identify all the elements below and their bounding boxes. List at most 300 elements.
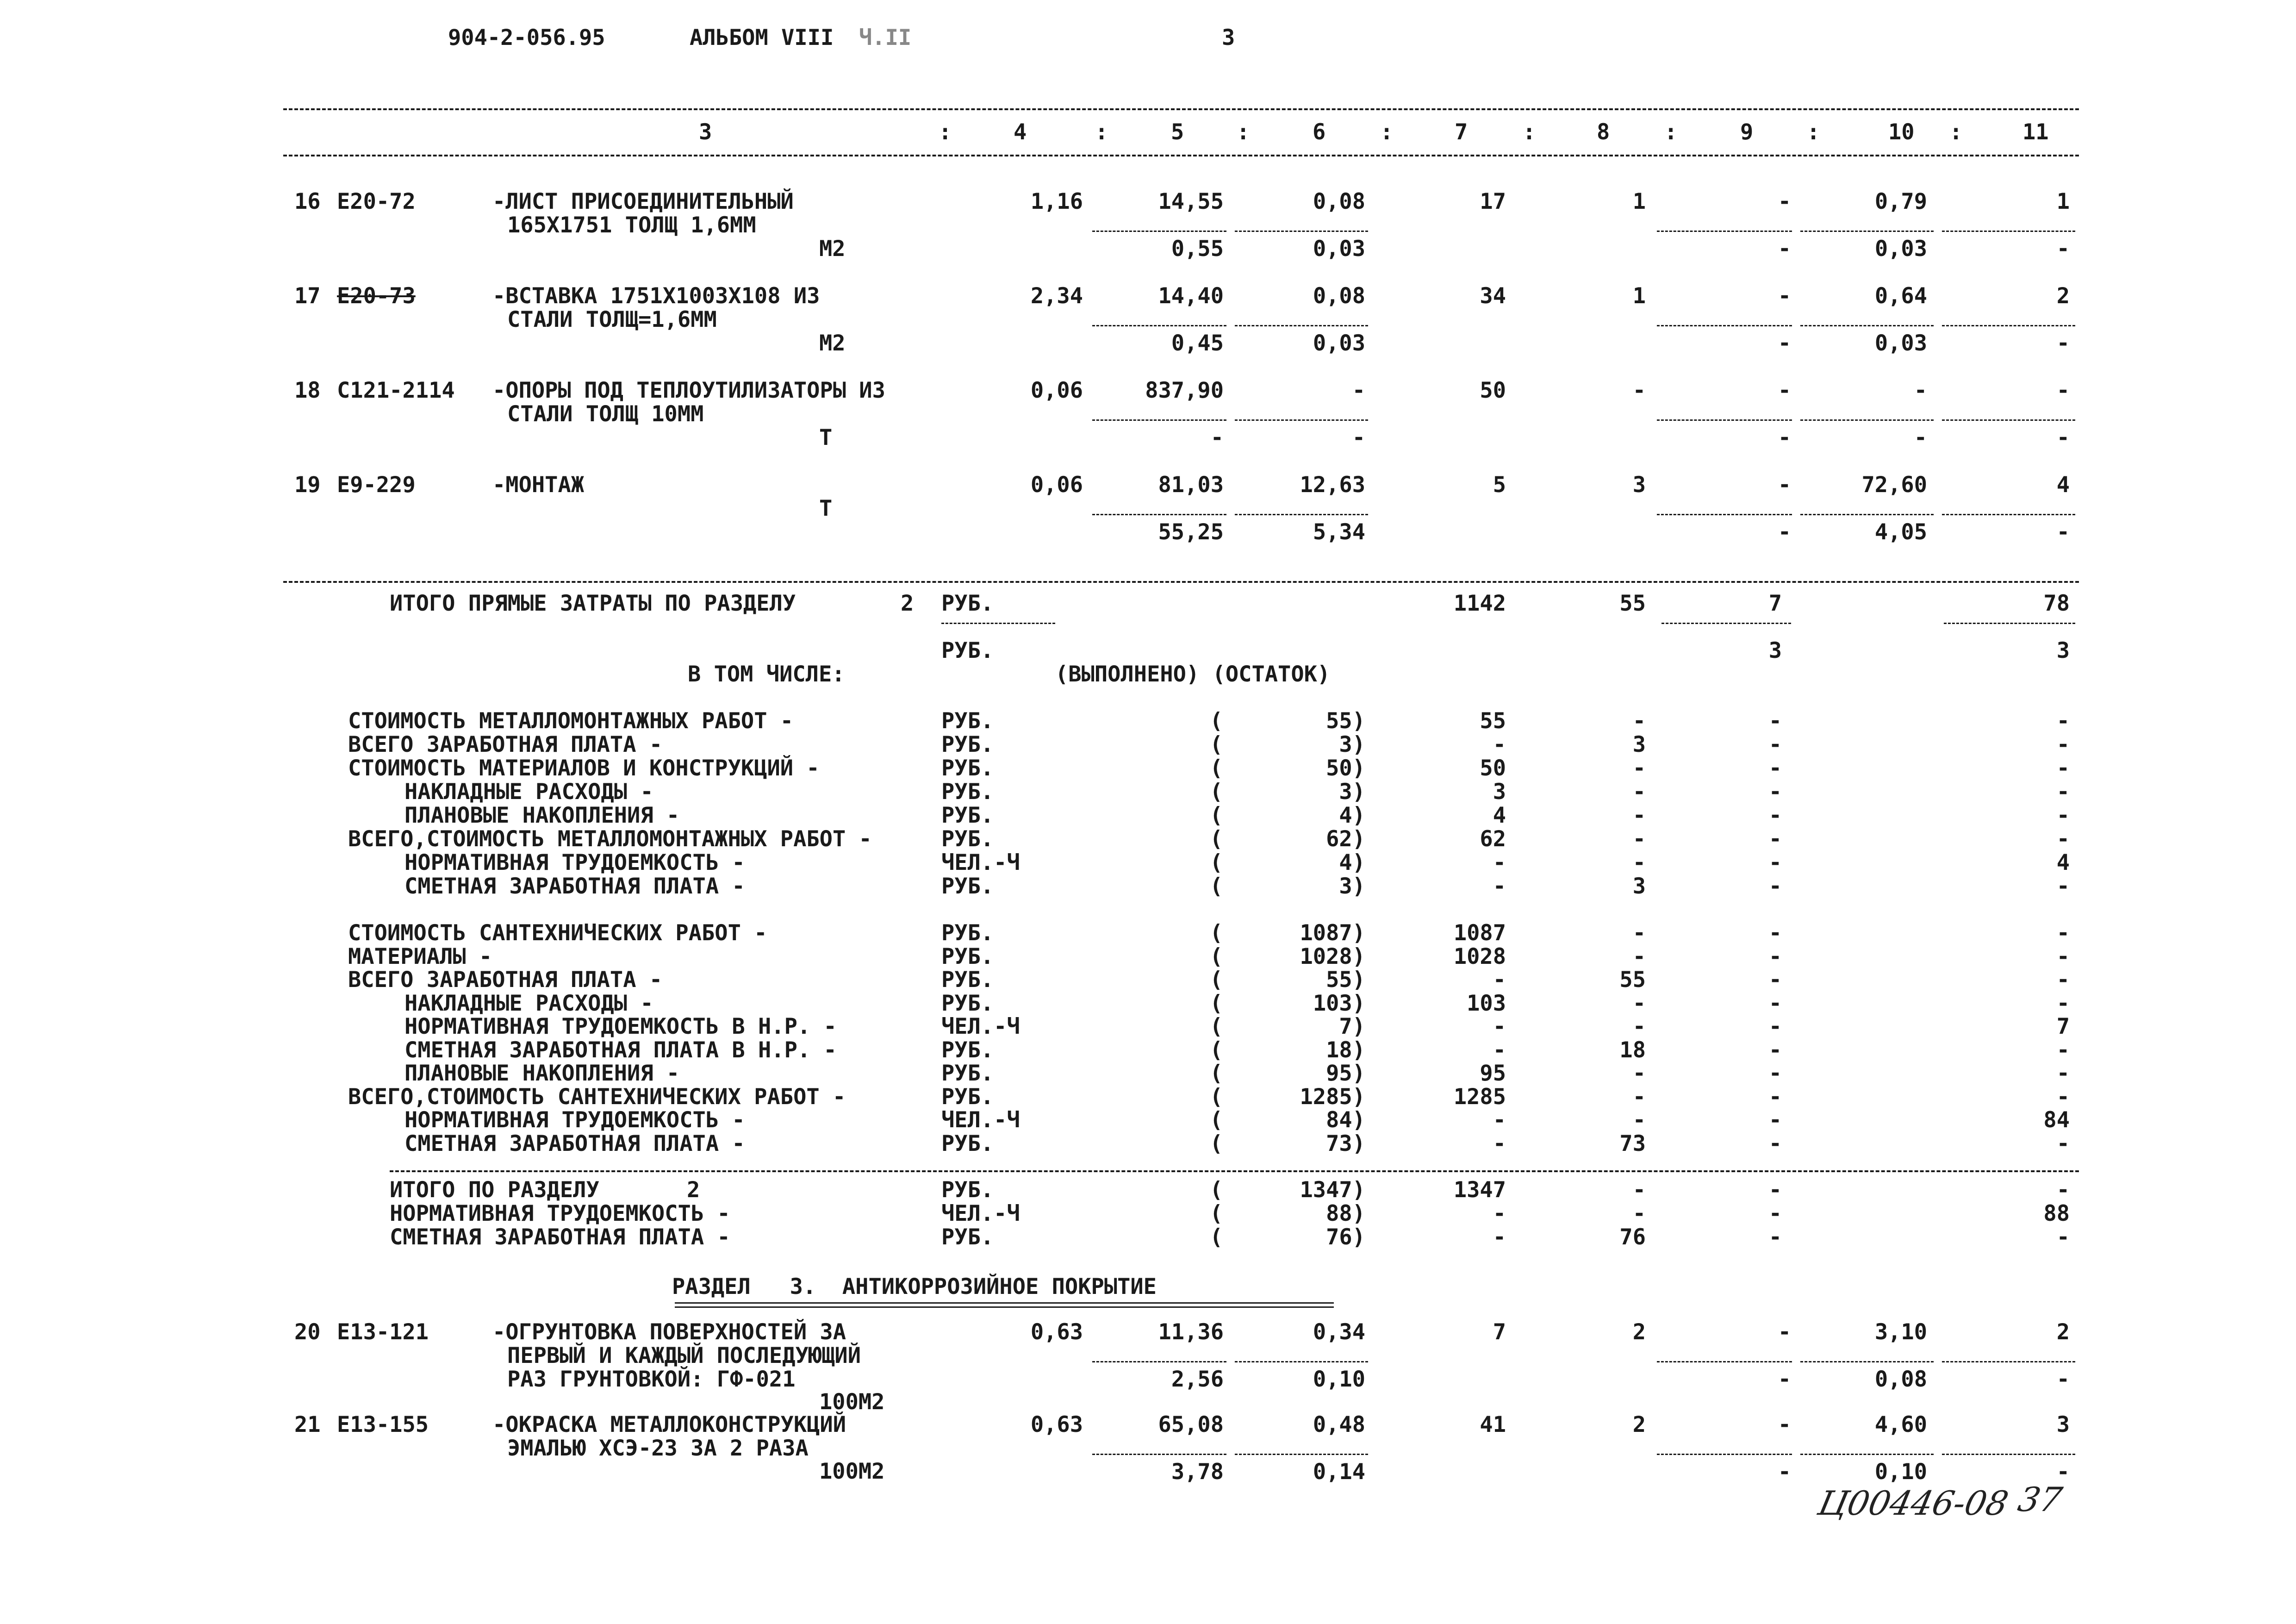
breakdown-unit: РУБ.	[941, 1084, 994, 1110]
breakdown-c11: -	[2056, 826, 2070, 852]
breakdown-c9: -	[1768, 1131, 1782, 1156]
item-unit: 100М2	[819, 1459, 885, 1484]
breakdown-paren: (	[1210, 990, 1223, 1016]
breakdown-label: СМЕТНАЯ ЗАРАБОТНАЯ ПЛАТА В Н.Р. -	[404, 1037, 837, 1063]
breakdown-label: НОРМАТИВНАЯ ТРУДОЕМКОСТЬ -	[404, 850, 745, 875]
breakdown-c7: -	[1493, 967, 1506, 993]
breakdown-label: МАТЕРИАЛЫ -	[348, 943, 492, 969]
breakdown-label: ВСЕГО,СТОИМОСТЬ САНТЕХНИЧЕСКИХ РАБОТ -	[348, 1084, 846, 1110]
breakdown-label: НАКЛАДНЫЕ РАСХОДЫ -	[404, 990, 653, 1016]
cell-qty: 2,34	[1030, 283, 1083, 309]
cell-c10: 72,60	[1861, 472, 1927, 498]
breakdown-value: 55)	[1326, 708, 1365, 734]
dash-separator	[1235, 325, 1368, 326]
breakdown-c8: -	[1632, 803, 1646, 828]
breakdown-c7: 50	[1480, 756, 1506, 781]
column-header: 6	[1313, 119, 1326, 145]
item-number: 20	[294, 1319, 321, 1345]
breakdown-value: 7)	[1339, 1014, 1365, 1039]
breakdown-value: 3)	[1339, 874, 1365, 899]
cell-c11: 1	[2056, 189, 2070, 214]
breakdown-unit: РУБ.	[941, 1037, 994, 1063]
breakdown-label: НОРМАТИВНАЯ ТРУДОЕМКОСТЬ -	[404, 1107, 745, 1133]
totals-c9: 7	[1768, 591, 1782, 616]
dash-separator	[1800, 1454, 1934, 1455]
column-header: 10	[1888, 119, 1915, 145]
cell-c9b: -	[1778, 236, 1791, 262]
cell-c6: 12,63	[1300, 472, 1365, 498]
cell-c8: 2	[1632, 1319, 1646, 1345]
section-total-c11: -	[2056, 1224, 2070, 1250]
breakdown-c8: 18	[1619, 1037, 1646, 1063]
dash-separator	[1657, 231, 1792, 232]
section-total-c9: -	[1768, 1177, 1782, 1203]
breakdown-c7: 55	[1480, 708, 1506, 734]
cell-c6b: 0,03	[1313, 236, 1365, 262]
breakdown-c11: -	[2056, 990, 2070, 1016]
column-separator: :	[1380, 119, 1394, 145]
cell-c5: 65,08	[1158, 1412, 1224, 1437]
section-total-c8: -	[1632, 1177, 1646, 1203]
breakdown-unit: РУБ.	[941, 967, 994, 993]
cell-c9: -	[1778, 283, 1791, 309]
breakdown-unit: ЧЕЛ.-Ч	[941, 1107, 1020, 1133]
dash-separator	[1657, 1361, 1792, 1362]
breakdown-label: СМЕТНАЯ ЗАРАБОТНАЯ ПЛАТА -	[404, 1131, 745, 1156]
cell-c10b: 0,03	[1874, 331, 1927, 356]
dash-separator	[1657, 514, 1792, 515]
breakdown-label: НОРМАТИВНАЯ ТРУДОЕМКОСТЬ В Н.Р. -	[404, 1014, 837, 1039]
breakdown-paren: (	[1210, 920, 1223, 946]
cell-c7: 17	[1480, 189, 1506, 214]
section-total-label: СМЕТНАЯ ЗАРАБОТНАЯ ПЛАТА -	[390, 1224, 730, 1250]
cell-c9b: -	[1778, 331, 1791, 356]
breakdown-c11: -	[2056, 756, 2070, 781]
section-total-c8: -	[1632, 1201, 1646, 1226]
breakdown-label: ПЛАНОВЫЕ НАКОПЛЕНИЯ -	[404, 1061, 680, 1086]
cell-c10: 3,10	[1874, 1319, 1927, 1345]
breakdown-c7: -	[1493, 1014, 1506, 1039]
totals-label: ИТОГО ПРЯМЫЕ ЗАТРАТЫ ПО РАЗДЕЛУ	[390, 591, 796, 616]
breakdown-paren: (	[1210, 1107, 1223, 1133]
breakdown-c9: -	[1768, 779, 1782, 805]
breakdown-paren: (	[1210, 826, 1223, 852]
column-header: 8	[1597, 119, 1610, 145]
breakdown-c7: 95	[1480, 1061, 1506, 1086]
breakdown-c9: -	[1768, 708, 1782, 734]
breakdown-value: 50)	[1326, 756, 1365, 781]
breakdown-c8: -	[1632, 826, 1646, 852]
breakdown-value: 95)	[1326, 1061, 1365, 1086]
column-separator: :	[1523, 119, 1536, 145]
section-total-value: 76)	[1326, 1224, 1365, 1250]
album-title: АЛЬБОМ VIII	[690, 25, 834, 50]
cell-c9: -	[1778, 472, 1791, 498]
breakdown-value: 1285)	[1300, 1084, 1365, 1110]
breakdown-paren: (	[1210, 850, 1223, 875]
breakdown-c11: -	[2056, 803, 2070, 828]
breakdown-c8: -	[1632, 920, 1646, 946]
section-3-underline	[675, 1302, 1334, 1308]
breakdown-paren: (	[1210, 1177, 1223, 1203]
cell-c8: 3	[1632, 472, 1646, 498]
cell-qty: 0,63	[1030, 1319, 1083, 1345]
breakdown-c11: -	[2056, 708, 2070, 734]
breakdown-c9: -	[1768, 1037, 1782, 1063]
breakdown-c8: 3	[1632, 874, 1646, 899]
breakdown-c11: -	[2056, 732, 2070, 757]
cell-c9b: -	[1778, 519, 1791, 545]
cell-c10b: 0,08	[1874, 1367, 1927, 1392]
totals-c11b: 3	[2056, 638, 2070, 663]
cell-c9: -	[1778, 1319, 1791, 1345]
column-header: 5	[1171, 119, 1184, 145]
dash-separator	[1942, 514, 2075, 515]
column-separator: :	[1807, 119, 1820, 145]
column-header: 7	[1455, 119, 1468, 145]
breakdown-unit: РУБ.	[941, 826, 994, 852]
cell-c5: 14,40	[1158, 283, 1224, 309]
cell-c9b: -	[1778, 1367, 1791, 1392]
section-total-unit: ЧЕЛ.-Ч	[941, 1201, 1020, 1226]
breakdown-c9: -	[1768, 874, 1782, 899]
cell-c10b: 0,10	[1874, 1459, 1927, 1485]
breakdown-unit: РУБ.	[941, 803, 994, 828]
breakdown-value: 103)	[1313, 990, 1365, 1016]
cell-c6: 0,34	[1313, 1319, 1365, 1345]
cell-c11: 4	[2056, 472, 2070, 498]
totals-unit: РУБ.	[941, 591, 994, 616]
breakdown-label: НАКЛАДНЫЕ РАСХОДЫ -	[404, 779, 653, 805]
totals-c7: 1142	[1453, 591, 1506, 616]
cell-c6b: 5,34	[1313, 519, 1365, 545]
column-header: 3	[699, 119, 712, 145]
dash-separator	[1235, 231, 1368, 232]
cell-c10b: 0,03	[1874, 236, 1927, 262]
breakdown-c8: -	[1632, 850, 1646, 875]
dash-separator	[1800, 419, 1934, 421]
breakdown-c9: -	[1768, 990, 1782, 1016]
breakdown-paren: (	[1210, 1224, 1223, 1250]
item-unit: 100М2	[819, 1389, 885, 1415]
section-total-value: 1347)	[1300, 1177, 1365, 1203]
breakdown-c11: -	[2056, 943, 2070, 969]
breakdown-unit: РУБ.	[941, 1061, 994, 1086]
column-header: 11	[2022, 119, 2049, 145]
item-code: E20-72	[337, 189, 416, 214]
cell-c6b: 0,03	[1313, 331, 1365, 356]
section-total-c9: -	[1768, 1224, 1782, 1250]
breakdown-paren: (	[1210, 1131, 1223, 1156]
done-remaining-heading: (ВЫПОЛНЕНО) (ОСТАТОК)	[1055, 662, 1331, 687]
section-total-c7: 1347	[1453, 1177, 1506, 1203]
column-separator: :	[939, 119, 952, 145]
cell-c11: -	[2056, 378, 2070, 403]
item-description: -ВСТАВКА 1751Х1003Х108 ИЗ	[492, 283, 820, 309]
breakdown-unit: РУБ.	[941, 943, 994, 969]
cell-c5: 14,55	[1158, 189, 1224, 214]
cell-c5b: 0,45	[1171, 331, 1224, 356]
cell-c11b: -	[2056, 425, 2070, 450]
breakdown-label: СТОИМОСТЬ МЕТАЛЛОМОНТАЖНЫХ РАБОТ -	[348, 708, 794, 734]
handwritten-code: Ц00446-08	[1815, 1484, 2012, 1523]
breakdown-c11: -	[2056, 967, 2070, 993]
item-code: E13-155	[337, 1412, 429, 1437]
item-description-cont: РАЗ ГРУНТОВКОЙ: ГФ-021	[507, 1367, 796, 1392]
breakdown-c9: -	[1768, 1084, 1782, 1110]
breakdown-value: 3)	[1339, 779, 1365, 805]
item-number: 21	[294, 1412, 321, 1437]
item-unit: М2	[819, 331, 846, 356]
cell-c6b: 0,10	[1313, 1367, 1365, 1392]
dash-separator	[1661, 623, 1791, 624]
cell-c5b: 2,56	[1171, 1367, 1224, 1392]
item-description-cont: СТАЛИ ТОЛЩ=1,6ММ	[507, 307, 717, 332]
breakdown-c8: -	[1632, 756, 1646, 781]
column-header: 9	[1740, 119, 1754, 145]
dash-separator	[1092, 1361, 1226, 1362]
section-total-unit: РУБ.	[941, 1177, 994, 1203]
breakdown-c11: -	[2056, 1061, 2070, 1086]
totals-c9b: 3	[1768, 638, 1782, 663]
item-code: E13-121	[337, 1319, 429, 1345]
breakdown-c8: -	[1632, 779, 1646, 805]
section-total-c7: -	[1493, 1224, 1506, 1250]
breakdown-value: 55)	[1326, 967, 1365, 993]
section-total-c11: -	[2056, 1177, 2070, 1203]
cell-c10: 4,60	[1874, 1412, 1927, 1437]
breakdown-unit: РУБ.	[941, 732, 994, 757]
column-separator: :	[1949, 119, 1963, 145]
item-description: -ОГРУНТОВКА ПОВЕРХНОСТЕЙ ЗА	[492, 1319, 846, 1345]
cell-c11: 3	[2056, 1412, 2070, 1437]
breakdown-paren: (	[1210, 1037, 1223, 1063]
breakdown-c11: -	[2056, 1131, 2070, 1156]
dash-separator	[1800, 325, 1934, 326]
breakdown-label: СТОИМОСТЬ САНТЕХНИЧЕСКИХ РАБОТ -	[348, 920, 767, 946]
breakdown-value: 1087)	[1300, 920, 1365, 946]
breakdown-c9: -	[1768, 920, 1782, 946]
cell-c5: 837,90	[1145, 378, 1224, 403]
section-total-c11: 88	[2043, 1201, 2070, 1226]
breakdown-c9: -	[1768, 756, 1782, 781]
breakdown-label: СТОИМОСТЬ МАТЕРИАЛОВ И КОНСТРУКЦИЙ -	[348, 756, 820, 781]
cell-c11: 2	[2056, 1319, 2070, 1345]
item-description-cont: ПЕРВЫЙ И КАЖДЫЙ ПОСЛЕДУЮЩИЙ	[507, 1343, 861, 1368]
doc-number: 904-2-056.95	[448, 25, 605, 50]
breakdown-c7: 62	[1480, 826, 1506, 852]
dash-separator	[1092, 419, 1226, 421]
cell-c7: 41	[1480, 1412, 1506, 1437]
column-separator: :	[1664, 119, 1678, 145]
totals-unit-2: РУБ.	[941, 638, 994, 663]
dash-separator	[1657, 1454, 1792, 1455]
section-3-title: РАЗДЕЛ 3. АНТИКОРРОЗИЙНОЕ ПОКРЫТИЕ	[672, 1274, 1157, 1299]
dash-separator	[1235, 1361, 1368, 1362]
breakdown-value: 62)	[1326, 826, 1365, 852]
breakdown-paren: (	[1210, 708, 1223, 734]
breakdown-c9: -	[1768, 850, 1782, 875]
included-heading: В ТОМ ЧИСЛЕ:	[688, 662, 845, 687]
cell-c8: -	[1632, 378, 1646, 403]
item-code: C121-2114	[337, 378, 455, 403]
breakdown-c7: -	[1493, 1107, 1506, 1133]
header-rule-bottom	[283, 155, 2079, 156]
breakdown-paren: (	[1210, 756, 1223, 781]
breakdown-c8: 3	[1632, 732, 1646, 757]
column-header: 4	[1014, 119, 1027, 145]
breakdown-c8: -	[1632, 1061, 1646, 1086]
album-part: Ч.II	[859, 25, 912, 50]
section-total-label: ИТОГО ПО РАЗДЕЛУ	[390, 1177, 599, 1203]
cell-c11b: -	[2056, 236, 2070, 262]
breakdown-c11: -	[2056, 920, 2070, 946]
dash-separator	[1235, 514, 1368, 515]
section-total-c8: 76	[1619, 1224, 1646, 1250]
cell-c11b: -	[2056, 331, 2070, 356]
breakdown-c7: -	[1493, 874, 1506, 899]
cell-c7: 50	[1480, 378, 1506, 403]
column-separator: :	[1237, 119, 1250, 145]
breakdown-c7: 1028	[1453, 943, 1506, 969]
breakdown-c8: 55	[1619, 967, 1646, 993]
breakdown-paren: (	[1210, 1014, 1223, 1039]
cell-c11b: -	[2056, 1367, 2070, 1392]
breakdown-c7: -	[1493, 1037, 1506, 1063]
totals-rule	[283, 581, 2079, 583]
dash-separator	[1092, 1454, 1226, 1455]
dash-separator	[1944, 623, 2075, 624]
breakdown-c7: 1087	[1453, 920, 1506, 946]
breakdown-c11: -	[2056, 779, 2070, 805]
item-unit: Т	[819, 496, 833, 521]
breakdown-value: 18)	[1326, 1037, 1365, 1063]
breakdown-c11: 7	[2056, 1014, 2070, 1039]
breakdown-value: 4)	[1339, 850, 1365, 875]
cell-c5b: 55,25	[1158, 519, 1224, 545]
item-number: 17	[294, 283, 321, 309]
dash-separator	[1942, 231, 2075, 232]
cell-c6: 0,08	[1313, 189, 1365, 214]
breakdown-label: ВСЕГО,СТОИМОСТЬ МЕТАЛЛОМОНТАЖНЫХ РАБОТ -	[348, 826, 872, 852]
breakdown-unit: РУБ.	[941, 1131, 994, 1156]
cell-c6: 0,08	[1313, 283, 1365, 309]
breakdown-c7: 4	[1493, 803, 1506, 828]
cell-c10: -	[1914, 378, 1927, 403]
breakdown-unit: РУБ.	[941, 756, 994, 781]
breakdown-unit: РУБ.	[941, 779, 994, 805]
breakdown-value: 3)	[1339, 732, 1365, 757]
breakdown-paren: (	[1210, 779, 1223, 805]
breakdown-c7: 1285	[1453, 1084, 1506, 1110]
dash-separator	[1657, 419, 1792, 421]
handwritten-sheet-number: 37	[2015, 1480, 2066, 1519]
breakdown-c9: -	[1768, 1107, 1782, 1133]
totals-section: 2	[901, 591, 914, 616]
cell-c10b: 4,05	[1874, 519, 1927, 545]
breakdown-c11: -	[2056, 1084, 2070, 1110]
cell-c6b: -	[1352, 425, 1365, 450]
breakdown-label: ВСЕГО ЗАРАБОТНАЯ ПЛАТА -	[348, 967, 663, 993]
breakdown-paren: (	[1210, 943, 1223, 969]
section-total-label: НОРМАТИВНАЯ ТРУДОЕМКОСТЬ -	[390, 1201, 730, 1226]
cell-c6: -	[1352, 378, 1365, 403]
dash-separator	[1092, 325, 1226, 326]
dash-separator	[1092, 231, 1226, 232]
breakdown-c8: -	[1632, 1107, 1646, 1133]
item-description: -ОКРАСКА МЕТАЛЛОКОНСТРУКЦИЙ	[492, 1412, 846, 1437]
dash-separator	[941, 623, 1055, 624]
dash-separator	[1942, 325, 2075, 326]
item-number: 19	[294, 472, 321, 498]
cell-c6: 0,48	[1313, 1412, 1365, 1437]
breakdown-c7: 3	[1493, 779, 1506, 805]
breakdown-c7: -	[1493, 732, 1506, 757]
breakdown-paren: (	[1210, 1061, 1223, 1086]
cell-c10: 0,79	[1874, 189, 1927, 214]
cell-c7: 7	[1493, 1319, 1506, 1345]
breakdown-c11: 84	[2043, 1107, 2070, 1133]
dash-separator	[1800, 514, 1934, 515]
breakdown-c7: -	[1493, 1131, 1506, 1156]
item-description: -МОНТАЖ	[492, 472, 585, 498]
cell-c11b: -	[2056, 519, 2070, 545]
breakdown-value: 84)	[1326, 1107, 1365, 1133]
breakdown-value: 1028)	[1300, 943, 1365, 969]
dash-separator	[1800, 231, 1934, 232]
cell-c5b: 3,78	[1171, 1459, 1224, 1485]
breakdown-c9: -	[1768, 943, 1782, 969]
cell-c5: 11,36	[1158, 1319, 1224, 1345]
section-total-c7: -	[1493, 1201, 1506, 1226]
header-rule-top	[283, 108, 2079, 110]
breakdown-unit: РУБ.	[941, 708, 994, 734]
item-number: 18	[294, 378, 321, 403]
cell-c9: -	[1778, 189, 1791, 214]
breakdown-value: 73)	[1326, 1131, 1365, 1156]
item-description-cont: 165X1751 ТОЛЩ 1,6ММ	[507, 212, 756, 238]
breakdown-paren: (	[1210, 1084, 1223, 1110]
breakdown-label: ПЛАНОВЫЕ НАКОПЛЕНИЯ -	[404, 803, 680, 828]
cell-c9: -	[1778, 378, 1791, 403]
cell-c5: 81,03	[1158, 472, 1224, 498]
column-separator: :	[1095, 119, 1108, 145]
dash-separator	[1800, 1361, 1934, 1362]
breakdown-paren: (	[1210, 732, 1223, 757]
breakdown-c8: 73	[1619, 1131, 1646, 1156]
section-total-c9: -	[1768, 1201, 1782, 1226]
dash-separator	[1092, 514, 1226, 515]
item-code: E20-73	[337, 283, 416, 309]
breakdown-c9: -	[1768, 967, 1782, 993]
breakdown-unit: РУБ.	[941, 920, 994, 946]
breakdown-label: ВСЕГО ЗАРАБОТНАЯ ПЛАТА -	[348, 732, 663, 757]
cell-qty: 0,63	[1030, 1412, 1083, 1437]
breakdown-c7: 103	[1467, 990, 1506, 1016]
cell-c8: 1	[1632, 283, 1646, 309]
item-code: E9-229	[337, 472, 416, 498]
breakdown-c11: -	[2056, 874, 2070, 899]
cell-qty: 0,06	[1030, 378, 1083, 403]
totals-c11: 78	[2043, 591, 2070, 616]
breakdown-c11: -	[2056, 1037, 2070, 1063]
cell-c10b: -	[1914, 425, 1927, 450]
breakdown-paren: (	[1210, 874, 1223, 899]
breakdown-unit: ЧЕЛ.-Ч	[941, 850, 1020, 875]
cell-c9b: -	[1778, 1459, 1791, 1485]
breakdown-paren: (	[1210, 967, 1223, 993]
breakdown-c8: -	[1632, 1084, 1646, 1110]
